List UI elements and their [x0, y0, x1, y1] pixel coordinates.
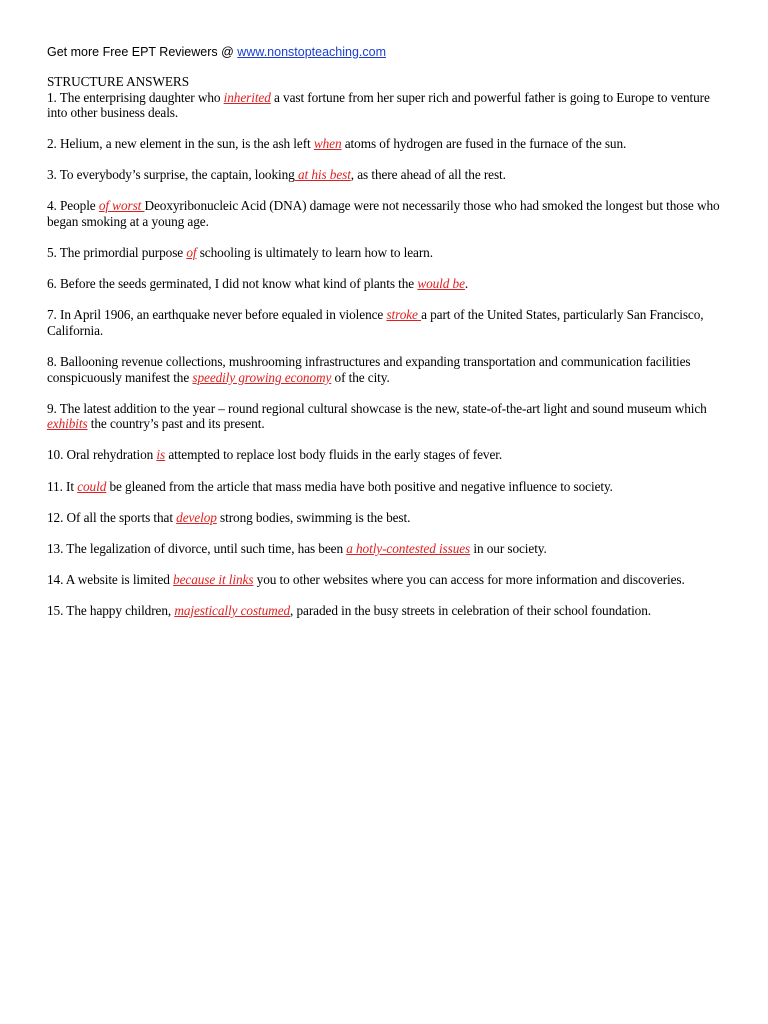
question-text-before: 1. The enterprising daughter who	[47, 89, 224, 105]
answer-highlight: develop	[176, 509, 217, 525]
answer-highlight: when	[313, 136, 342, 152]
answer-item	[47, 276, 727, 292]
question-text-after: attempted to replace lost body fluids in the early stages of fever.	[165, 447, 503, 463]
answer-highlight: at his best	[294, 167, 351, 183]
answer-highlight: of	[186, 245, 197, 261]
answer-item	[47, 354, 727, 385]
question-text-after: .	[464, 276, 469, 292]
answer-item	[47, 541, 727, 557]
answer-highlight: a hotly-contested issues	[346, 540, 471, 556]
answer-highlight: could	[77, 478, 107, 494]
question-text-before: 13. The legalization of divorce, until such time, has been	[47, 540, 347, 556]
question-text-after: of the city.	[331, 369, 390, 385]
answer-highlight: of worst	[98, 198, 145, 214]
question-text-after: , paraded in the busy streets in celebration of their school foundation.	[290, 602, 651, 618]
answer-item	[47, 401, 727, 432]
answer-item	[47, 90, 727, 121]
question-text-after: a vast fortune from her super rich and powerful father is going to Europe to venture into other business deals.	[47, 89, 710, 121]
question-text-before: 11. It	[47, 478, 78, 494]
question-text-after: schooling is ultimately to learn how to learn.	[196, 245, 433, 261]
header-line	[47, 44, 727, 60]
answer-item	[47, 603, 727, 619]
question-text-before: 9. The latest addition to the year – round regional cultural showcase is the new, state-of-the-art light and sound museum which	[47, 400, 707, 416]
answer-item	[47, 245, 727, 261]
answer-item	[47, 447, 727, 463]
question-text-before: 12. Of all the sports that	[47, 509, 177, 525]
question-text-before: 14. A website is limited	[47, 571, 174, 587]
question-text-after: in our society.	[470, 540, 547, 556]
answer-highlight: majestically costumed	[174, 602, 291, 618]
answer-highlight: speedily growing economy	[192, 369, 332, 385]
question-text-before: 6. Before the seeds germinated, I did not know what kind of plants the	[47, 276, 418, 292]
answer-highlight: exhibits	[47, 416, 88, 432]
answer-highlight: is	[156, 447, 166, 463]
answers-body	[47, 74, 727, 618]
header-text: Get more Free EPT Reviewers @	[47, 45, 238, 59]
question-text-after: be gleaned from the article that mass media have both positive and negative influence to society.	[106, 478, 613, 494]
question-text-after: strong bodies, swimming is the best.	[216, 509, 411, 525]
answers-list	[47, 90, 727, 619]
answer-item	[47, 572, 727, 588]
answer-highlight: would be	[417, 276, 465, 292]
answer-item	[47, 307, 727, 338]
question-text-before: 5. The primordial purpose	[47, 245, 187, 261]
question-text-before: 7. In April 1906, an earthquake never before equaled in violence	[47, 307, 387, 323]
website-link[interactable]: www.nonstopteaching.com	[237, 45, 386, 59]
question-text-after: , as there ahead of all the rest.	[350, 167, 506, 183]
answer-highlight: inherited	[223, 89, 271, 105]
question-text-after: atoms of hydrogen are fused in the furnace of the sun.	[341, 136, 627, 152]
question-text-before: 10. Oral rehydration	[47, 447, 157, 463]
document-page	[47, 44, 727, 634]
question-text-before: 8. Ballooning revenue collections, mushrooming infrastructures and expanding transportation and communication facilities conspicuously manifest the	[47, 354, 691, 385]
answer-item	[47, 479, 727, 495]
answer-item	[47, 136, 727, 152]
question-text-before: 15. The happy children,	[47, 602, 175, 618]
answer-highlight: stroke	[386, 307, 422, 323]
answer-item	[47, 510, 727, 526]
question-text-after: a part of the United States, particularly San Francisco, California.	[47, 307, 704, 338]
question-text-after: the country’s past and its present.	[87, 416, 265, 432]
question-text-after: Deoxyribonucleic Acid (DNA) damage were not necessarily those who had smoked the longest but those who began smoking at a young age.	[47, 198, 720, 230]
question-text-before: 2. Helium, a new element in the sun, is the ash left	[47, 136, 314, 152]
question-text-before: 4. People	[47, 198, 99, 214]
answer-item	[47, 167, 727, 183]
answer-item	[47, 198, 727, 229]
question-text-before: 3. To everybody’s surprise, the captain, looking	[47, 167, 295, 183]
question-text-after: you to other websites where you can access for more information and discoveries.	[253, 571, 685, 587]
answer-highlight: because it links	[173, 571, 254, 587]
section-title: STRUCTURE ANSWERS	[47, 74, 190, 89]
